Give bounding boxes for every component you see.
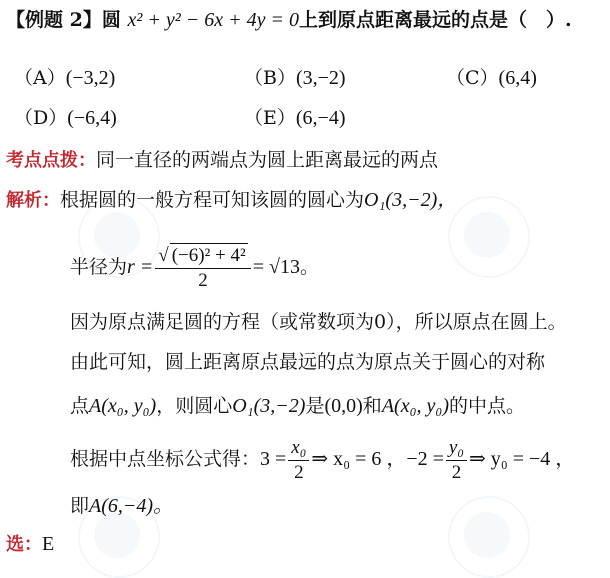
- option-c[interactable]: [446, 64, 537, 92]
- jiexi-line1-math: O₁(3,−2)，: [364, 189, 458, 211]
- kaodian-text: 同一直径的两端点为圆上距离最远的两点: [96, 149, 439, 171]
- question-line: [6, 6, 572, 34]
- option-e[interactable]: [244, 104, 345, 132]
- radius-end: 。: [299, 256, 319, 278]
- option-b-label: （B）: [244, 67, 296, 89]
- radius-lhs: r =: [127, 256, 154, 278]
- option-a[interactable]: [14, 64, 115, 92]
- line5-mid: ，则圆心: [156, 395, 233, 417]
- option-b[interactable]: [244, 64, 346, 92]
- line5-center: O₁(3,−2): [232, 395, 306, 417]
- line5-point: A(x₀, y₀): [89, 395, 157, 417]
- jiexi-line-7: [70, 492, 173, 520]
- line7-math: A(6,−4)。: [89, 495, 174, 517]
- jiexi-label: 解析：: [6, 190, 60, 211]
- option-c-label: （C）: [446, 67, 499, 89]
- answer-value: E: [42, 533, 55, 555]
- jiexi-line1-text: 根据圆的一般方程可知该圆的圆心为: [60, 189, 365, 211]
- jiexi-line-4: [70, 348, 545, 376]
- line6-b: ⇒ x₀ = 6 ，−2 =: [311, 448, 444, 470]
- jiexi-line-1: [6, 186, 457, 215]
- watermark-logo: [448, 496, 530, 578]
- line5-pre: 点: [70, 395, 90, 417]
- radius-prefix: 半径为: [70, 256, 128, 278]
- line6-fraction-2: [446, 436, 467, 485]
- radius-denominator: 2: [198, 270, 208, 291]
- line6-frac2-den: 2: [451, 461, 462, 483]
- option-a-label: （A）: [14, 67, 66, 89]
- question-text-pre: 圆: [101, 9, 121, 31]
- line6-frac2-num: y₀: [446, 436, 467, 461]
- radius-numerator: √ (−6)² + 4²: [155, 243, 250, 269]
- option-c-value: (6,4): [498, 67, 537, 89]
- jiexi-line-3: [70, 308, 567, 336]
- radius-fraction: [155, 243, 250, 293]
- kaodian-label: 考点点拨：: [6, 150, 96, 171]
- line5-point2: A(x₀, y₀): [381, 395, 450, 417]
- radius-line: [70, 236, 319, 298]
- line6-frac1-den: 2: [294, 461, 304, 483]
- option-e-label: （E）: [244, 107, 296, 129]
- jiexi-line4: 由此可知，圆上距离原点最远的点为原点关于圆心的对称: [70, 351, 546, 373]
- option-d-value: (−6,4): [67, 107, 117, 129]
- line6-frac1-num: x₀: [288, 436, 309, 461]
- kaodian-line: [6, 146, 438, 175]
- radius-rhs: = √13: [252, 256, 300, 278]
- line6-a: 3 =: [260, 448, 287, 470]
- option-d[interactable]: [14, 104, 117, 132]
- question-text-post: 上到原点距离最远的点是（ ）.: [298, 9, 572, 31]
- question-equation: x² + y² − 6x + 4y = 0: [127, 9, 299, 31]
- jiexi-line3: 因为原点满足圆的方程（或常数项为0），所以原点在圆上。: [70, 311, 567, 333]
- line5-origin: (0,0): [324, 395, 363, 417]
- answer-label: 选：: [6, 534, 42, 555]
- answer-line: [6, 530, 54, 559]
- line5-is: 是: [305, 395, 325, 417]
- line5-end: 的中点。: [449, 395, 526, 417]
- watermark-logo: [448, 196, 530, 278]
- jiexi-line-6: [70, 430, 575, 488]
- option-e-value: (6,−4): [295, 107, 346, 129]
- line6-c: ⇒ y₀ = −4 ，: [468, 448, 576, 470]
- option-a-value: (−3,2): [65, 67, 116, 89]
- jiexi-line-5: [70, 392, 525, 420]
- line5-and: 和: [362, 395, 382, 417]
- line6-pre: 根据中点坐标公式得：: [70, 448, 261, 470]
- line7-pre: 即: [70, 495, 90, 517]
- line6-fraction-1: [288, 436, 309, 485]
- option-d-label: （D）: [14, 107, 68, 129]
- option-b-value: (3,−2): [295, 67, 346, 89]
- question-label: 【例题 2】: [6, 9, 102, 31]
- radius-num-radicand: (−6)² + 4²: [171, 245, 246, 266]
